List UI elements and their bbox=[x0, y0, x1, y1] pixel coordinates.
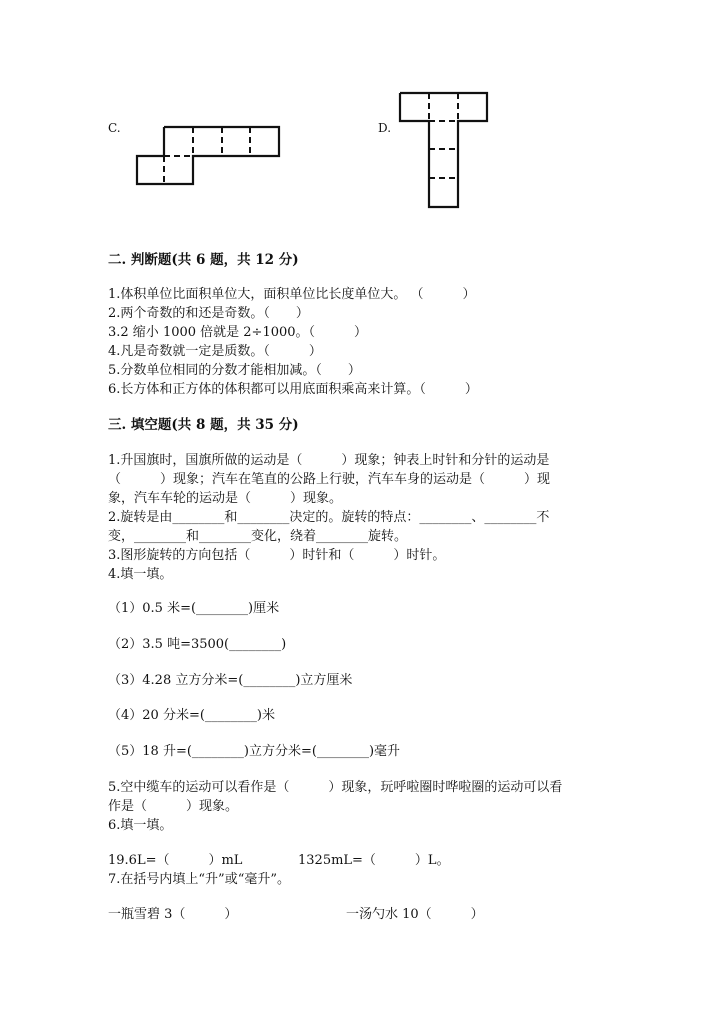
section2-title: 二. 判断题(共 6 题，共 12 分) bbox=[108, 252, 299, 268]
fill-q6-left: 19.6L=（ ）mL bbox=[108, 853, 243, 868]
fill-q1-line2: （ ）现象；汽车在笔直的公路上行驶，汽车车身的运动是（ ）现 bbox=[108, 472, 551, 487]
fill-q1-line3: 象，汽车车轮的运动是（ ）现象。 bbox=[108, 491, 343, 506]
fill-q2-line2: 变，________和________变化，绕着________旋转。 bbox=[108, 529, 408, 544]
section3-title: 三. 填空题(共 8 题，共 35 分) bbox=[108, 417, 299, 433]
cube-net-figures bbox=[0, 0, 720, 240]
fill-q1-line1: 1.升国旗时，国旗所做的运动是（ ）现象；钟表上时针和分针的运动是 bbox=[108, 453, 550, 468]
figure-d-label: D. bbox=[378, 121, 392, 135]
fill-q4-item-1: （1）0.5 米=(________)厘米 bbox=[108, 601, 280, 616]
figure-c-label: C. bbox=[108, 121, 121, 135]
fill-q3: 3.图形旋转的方向包括（ ）时针和（ ）时针。 bbox=[108, 548, 446, 563]
fill-q4-item-2: （2）3.5 吨=3500(________) bbox=[108, 637, 287, 652]
fill-q4-item-5: （5）18 升=(________)立方分米=(________)毫升 bbox=[108, 744, 401, 759]
fill-q7: 7.在括号内填上“升”或“毫升”。 bbox=[108, 872, 290, 887]
fill-q7-left: 一瓶雪碧 3（ ） bbox=[108, 907, 238, 922]
judge-item-4: 4.凡是奇数就一定是质数。（ ） bbox=[108, 344, 322, 359]
judge-item-2: 2.两个奇数的和还是奇数。（ ） bbox=[108, 306, 309, 321]
cube-net-d bbox=[400, 93, 487, 207]
judge-item-3: 3.2 缩小 1000 倍就是 2÷1000。（ ） bbox=[108, 325, 368, 340]
fill-q7-right: 一汤勺水 10（ ） bbox=[346, 907, 484, 922]
fill-q2-line1: 2.旋转是由________和________决定的。旋转的特点：________、________不 bbox=[108, 510, 550, 525]
judge-item-6: 6.长方体和正方体的体积都可以用底面积乘高来计算。（ ） bbox=[108, 382, 478, 397]
fill-q6-right: 1325mL=（ ）L。 bbox=[298, 853, 450, 868]
judge-item-1: 1.体积单位比面积单位大，面积单位比长度单位大。 （ ） bbox=[108, 287, 476, 302]
fill-q6: 6.填一填。 bbox=[108, 818, 173, 833]
fill-q4: 4.填一填。 bbox=[108, 567, 173, 582]
cube-net-c bbox=[137, 127, 279, 184]
fill-q5-line2: 作是（ ）现象。 bbox=[108, 799, 239, 814]
judge-item-5: 5.分数单位相同的分数才能相加减。（ ） bbox=[108, 363, 361, 378]
fill-q4-item-4: （4）20 分米=(________)米 bbox=[108, 708, 275, 723]
fill-q4-item-3: （3）4.28 立方分米=(________)立方厘米 bbox=[108, 673, 353, 688]
fill-q5-line1: 5.空中缆车的运动可以看作是（ ）现象，玩呼啦圈时哗啦圈的运动可以看 bbox=[108, 780, 563, 795]
